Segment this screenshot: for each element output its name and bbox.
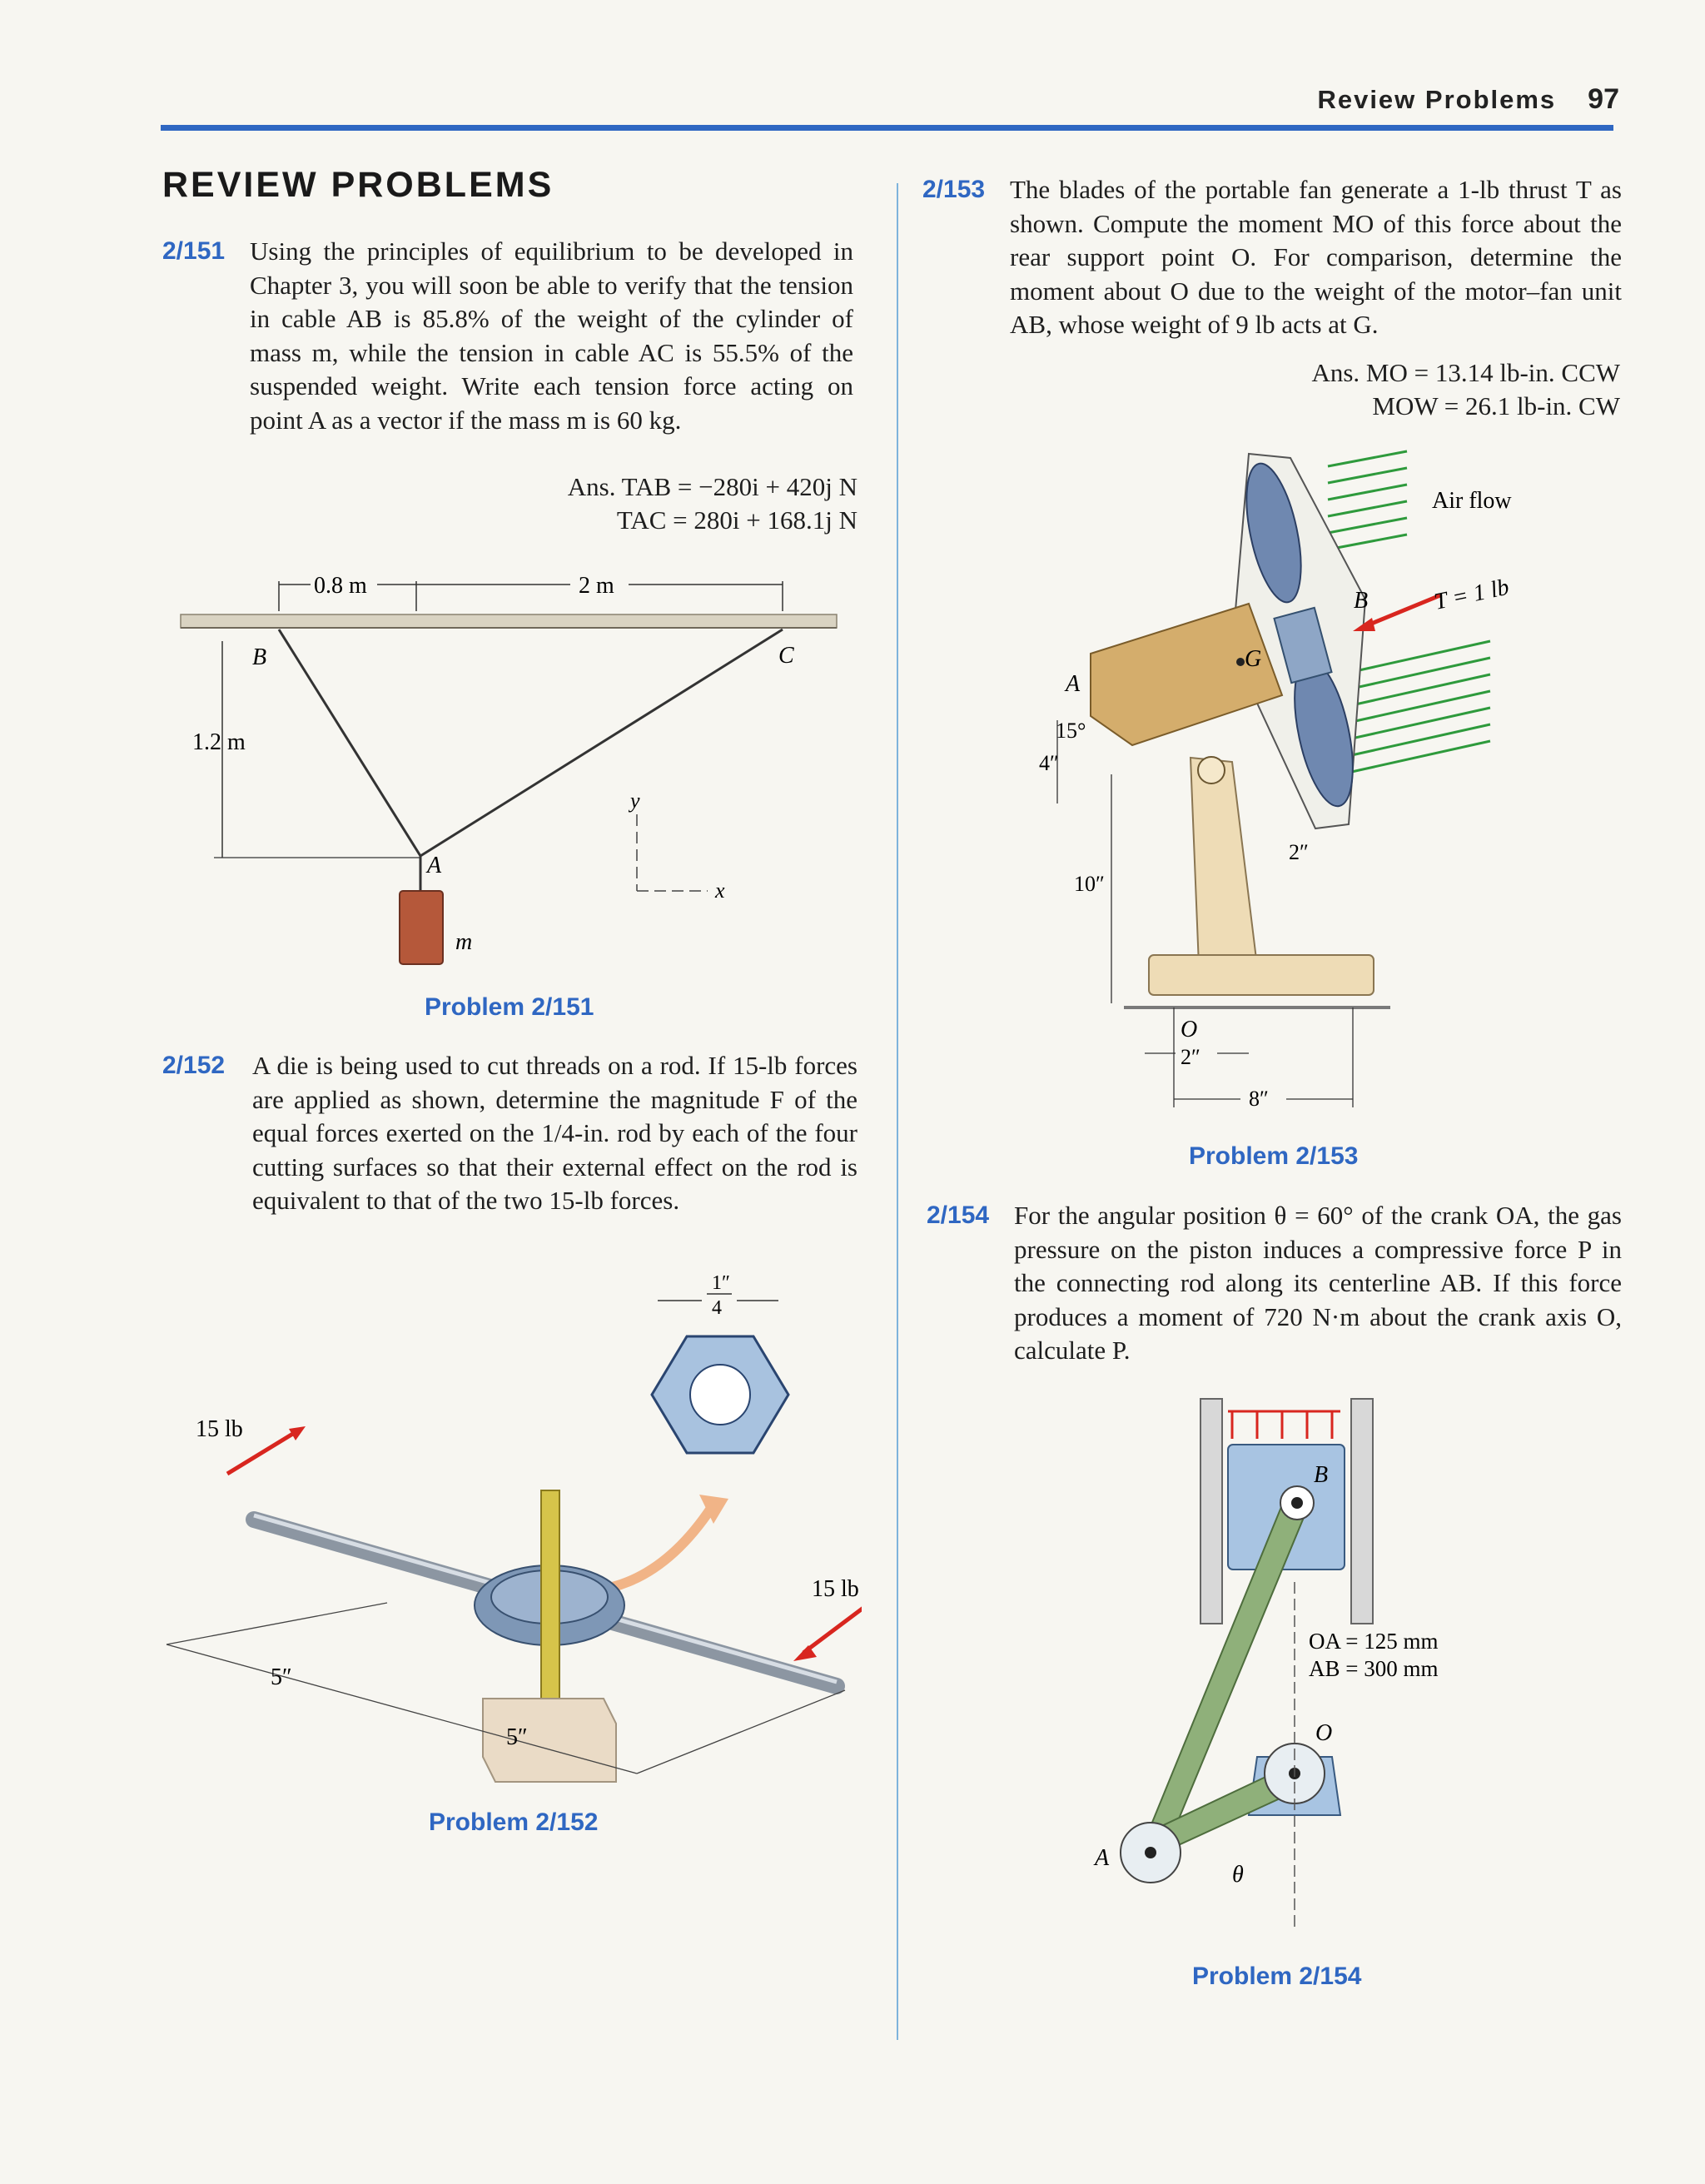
caption-2-152: Problem 2/152 <box>429 1808 599 1836</box>
label-O: O <box>1181 1017 1198 1042</box>
problem-text: For the angular position θ = 60° of the crank OA, the gas pressure on the piston induces a compressive force P in the connecting rod along its centerline AB. If this force produces a moment of 720 N·m about the crank axis O, calculate P. <box>1014 1201 1622 1365</box>
airflow-label: Air flow <box>1432 488 1512 514</box>
label-A: A <box>1066 671 1081 697</box>
problem-2-151 <box>162 235 853 476</box>
label-B: B <box>1314 1462 1329 1488</box>
problem-number: 2/152 <box>162 1052 226 1079</box>
dim-1-2m: 1.2 m <box>192 729 246 755</box>
dim-4in: 4″ <box>1039 751 1059 775</box>
label-B: B <box>1354 588 1369 614</box>
dim-2in-upper: 2″ <box>1289 840 1309 864</box>
label-theta: θ <box>1232 1862 1244 1888</box>
page-number: 97 <box>1588 83 1619 115</box>
rod-dim-den: 4 <box>712 1297 722 1319</box>
running-title: Review Problems <box>1317 85 1557 114</box>
label-O: O <box>1315 1720 1333 1746</box>
problem-number: 2/151 <box>162 237 226 265</box>
answer-2-153 <box>1232 356 1620 423</box>
force-left-label: 15 lb <box>196 1416 243 1442</box>
label-B: B <box>252 644 267 670</box>
label-A: A <box>427 853 442 878</box>
axis-y: y <box>630 789 640 813</box>
caption-2-154: Problem 2/154 <box>1192 1963 1362 1990</box>
angle-label: 15° <box>1056 719 1086 743</box>
dim-OA: OA = 125 mm <box>1309 1629 1439 1654</box>
problem-text: The blades of the portable fan generate a 1-lb thrust T as shown. Compute the moment MO of this force about the rear support point O. For comparison, determine the moment about O due to the weight of the motor–fan unit AB, whose weight of 9 lb acts at G. <box>1010 175 1622 339</box>
dim-10in: 10″ <box>1074 872 1105 896</box>
answer-line-1: Ans. TAB = −280i + 420j N <box>567 472 857 501</box>
figure-2-153 <box>999 433 1648 1124</box>
figure-2-154 <box>1066 1390 1482 1948</box>
dim-2m: 2 m <box>579 573 614 599</box>
label-A: A <box>1095 1845 1110 1871</box>
caption-2-153: Problem 2/153 <box>1189 1142 1359 1170</box>
column-separator <box>897 183 898 2040</box>
rod-dim-num: 1″ <box>712 1274 730 1294</box>
label-m: m <box>455 929 473 955</box>
problem-2-153 <box>922 173 1622 381</box>
problem-number: 2/153 <box>922 176 986 203</box>
dim-left-5in: 5″ <box>271 1664 292 1690</box>
problem-2-154 <box>927 1199 1622 1365</box>
thrust-label: T = 1 lb <box>1432 574 1512 615</box>
problem-text: Using the principles of equilibrium to be developed in Chapter 3, you will soon be able to verify that the tension in cable AB is 85.8% of the weight of the cylinder of mass m, while the tension in cable AC is 55.5% of the suspended weight. Write each tension force acting on point A as a vector if the mass m is 60 kg. <box>250 236 853 435</box>
answer-line-2: MOW = 26.1 lb-in. CW <box>1372 391 1620 420</box>
header-rule <box>161 125 1613 131</box>
dim-AB: AB = 300 mm <box>1309 1656 1439 1681</box>
label-C: C <box>778 643 794 669</box>
dim-right-5in: 5″ <box>506 1724 528 1750</box>
answer-2-151 <box>466 470 857 537</box>
answer-line-1: Ans. MO = 13.14 lb-in. CCW <box>1311 358 1620 387</box>
axis-x: x <box>715 878 725 903</box>
problem-2-152 <box>162 1049 857 1257</box>
figure-2-151 <box>162 558 853 974</box>
dim-2in-lower: 2″ <box>1181 1045 1200 1069</box>
problem-text: A die is being used to cut threads on a rod. If 15-lb forces are applied as shown, determine the magnitude F of the equal forces exerted on the 1/4-in. rod by each of the four cutting surfaces so that their external effect on the rod is equivalent to that of the two 15-lb forces. <box>252 1051 857 1215</box>
caption-2-151: Problem 2/151 <box>425 993 594 1021</box>
label-G: G <box>1245 646 1262 672</box>
dim-0-8m: 0.8 m <box>314 573 367 599</box>
force-right-label: 15 lb <box>812 1576 859 1602</box>
running-header <box>1303 83 1619 116</box>
figure-2-152 <box>162 1274 862 1798</box>
answer-line-2: TAC = 280i + 168.1j N <box>616 505 857 535</box>
problem-number: 2/154 <box>927 1201 990 1229</box>
section-title: REVIEW PROBLEMS <box>162 165 554 205</box>
dim-8in: 8″ <box>1249 1087 1269 1111</box>
